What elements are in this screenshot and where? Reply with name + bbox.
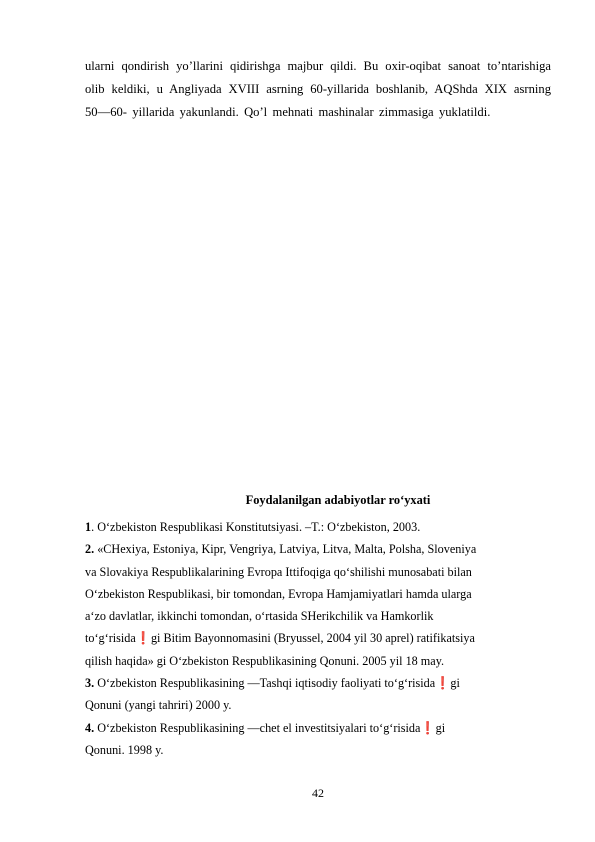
reference-line: qilish haqida» gi O‘zbekiston Respublikasining Qonuni. 2005 yil 18 may. (85, 653, 445, 668)
reference-number: 1 (85, 520, 92, 534)
reference-number: 2. (85, 542, 95, 557)
reference-text: O‘zbekiston Respublikasining ―chet el investitsiyalari to‘g‘risida❗gi (94, 720, 446, 735)
reference-text: «CHexiya, Estoniya, Kipr, Vengriya, Latviya, Litva, Malta, Polsha, Sloveniya (94, 542, 477, 557)
reference-item-1 (85, 516, 555, 538)
reference-item-4 (85, 717, 555, 739)
body-paragraph: ularni qondirish yo’llarini qidirishga majbur qildi. Bu oxir-oqibat sanoat to’ntarishiga olib keldiki, u Angliyada XVIII asrning 60-yillarida boshlanib, AQShda XIX asrning 50—60- yillarida yakunlandi. Qo’l mehnati mashinalar zimmasiga yuklatildi. (85, 59, 551, 120)
reference-line: to‘g‘risida❗gi Bitim Bayonnomasini (Bryussel, 2004 yil 30 aprel) ratifikatsiya (85, 631, 475, 646)
references-title: Foydalanilgan adabiyotlar ro‘yxati (245, 493, 431, 507)
reference-item-3 (85, 672, 555, 694)
reference-line: va Slovakiya Respublikalarining Evropa Ittifoqiga qo‘shilishi munosabati bilan (85, 564, 472, 579)
reference-text: . O‘zbekiston Respublikasi Konstitutsiyasi. –T.: O‘zbekiston, 2003. (91, 520, 421, 534)
page-number: 42 (312, 786, 324, 800)
reference-line: Qonuni (yangi tahriri) 2000 y. (85, 698, 232, 713)
reference-line: O‘zbekiston Respublikasi, bir tomondan, Evropa Hamjamiyatlari hamda ularga (85, 586, 472, 601)
reference-item-2 (85, 538, 555, 560)
references-list (85, 516, 555, 761)
reference-line: Qonuni. 1998 y. (85, 742, 164, 757)
reference-number: 4. (85, 720, 95, 735)
reference-text: O‘zbekiston Respublikasining ―Tashqi iqtisodiy faoliyati to‘g‘risida❗gi (94, 676, 460, 691)
reference-number: 3. (85, 676, 95, 691)
reference-line: a‘zo davlatlar, ikkinchi tomondan, o‘rtasida SHerikchilik va Hamkorlik (85, 609, 434, 624)
